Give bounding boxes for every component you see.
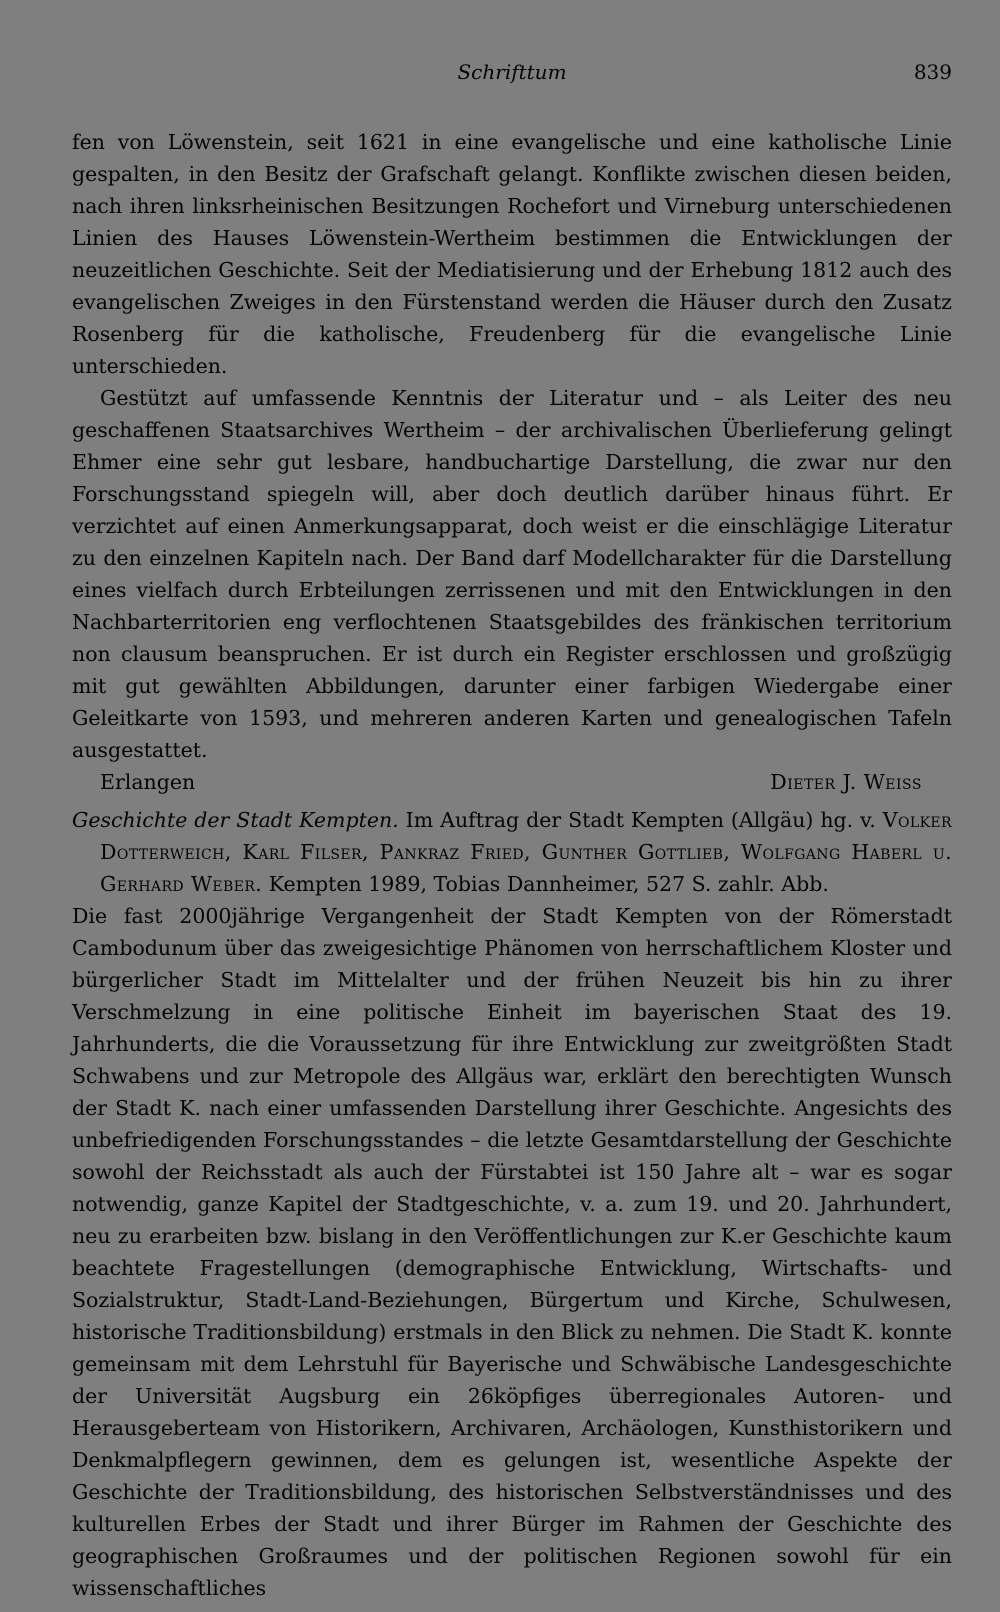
review-signature	[72, 766, 952, 798]
review-paragraph: Die fast 2000jährige Vergangenheit der Stadt Kempten von der Römerstadt Cambodunum über das zweigesichtige Phänomen von herrschaftlichem Kloster und bürgerlicher Stadt im Mittelalter und der frühen Neuzeit bis hin zu ihrer Verschmelzung in eine politische Einheit im bayerischen Staat des 19. Jahrhunderts, die die Voraussetzung für ihre Entwicklung zur zweitgrößten Stadt Schwabens und zur Metropole des Allgäus war, erklärt den berechtigten Wunsch der Stadt K. nach einer umfassenden Darstellung ihrer Geschichte. Angesichts des unbefriedigenden Forschungsstandes – die letzte Gesamtdarstellung der Geschichte sowohl der Reichsstadt als auch der Fürstabtei ist 150 Jahre alt – war es sogar notwendig, ganze Kapitel der Stadtgeschichte, v. a. zum 19. und 20. Jahrhundert, neu zu erarbeiten bzw. bislang in den Veröffentlichungen zur K.er Geschichte kaum beachtete Fragestellungen (demographische Entwicklung, Wirtschafts- und Sozialstruktur, Stadt-Land-Beziehungen, Bürgertum und Kirche, Schulwesen, historische Traditionsbildung) erstmals in den Blick zu nehmen. Die Stadt K. konnte gemeinsam mit dem Lehrstuhl für Bayerische und Schwäbische Landesgeschichte der Universität Augsburg ein 26köpfiges überregionales Autoren- und Herausgeberteam von Historikern, Archivaren, Archäologen, Kunsthistorikern und Denkmalpflegern gewinnen, dem es gelungen ist, wesentliche Aspekte der Geschichte der Traditionsbildung, des historischen Selbstverständnisses und des kulturellen Erbes der Stadt und ihrer Bürger im Rahmen der Geschichte des geographischen Großraumes und der politischen Regionen sowohl für ein wissenschaftliches	[72, 904, 952, 1600]
page-header	[72, 58, 952, 88]
review-continuation	[72, 126, 952, 798]
book-citation	[72, 804, 952, 900]
reviewer-name: Dieter J. Weiss	[770, 770, 922, 794]
book-title: Geschichte der Stadt Kempten.	[72, 808, 399, 832]
review-kempten	[72, 804, 952, 1604]
editor-names: Volker Dotterweich, Karl Filser, Pankraz Fried, Gunther Gottlieb, Wolfgang Haberl u. Gerhard Weber.	[100, 808, 952, 896]
citation-text: Im Auftrag der Stadt Kempten (Allgäu) hg. v.	[398, 808, 883, 832]
citation-publication: Kempten 1989, Tobias Dannheimer, 527 S. zahlr. Abb.	[262, 872, 829, 896]
running-title: Schrifttum	[457, 60, 567, 84]
reviewer-place: Erlangen	[100, 770, 196, 794]
review-paragraph: fen von Löwenstein, seit 1621 in eine evangelische und eine katholische Linie gespalten, in den Besitz der Grafschaft gelangt. Konflikte zwischen diesen beiden, nach ihren linksrheinischen Besitzungen Rochefort und Virneburg unterschiedenen Linien des Hauses Löwenstein-Wertheim bestimmen die Entwicklungen der neuzeitlichen Geschichte. Seit der Mediatisierung und der Erhebung 1812 auch des evangelischen Zweiges in den Fürstenstand werden die Häuser durch den Zusatz Rosenberg für die katholische, Freudenberg für die evangelische Linie unterschieden.	[72, 130, 952, 378]
review-paragraph: Gestützt auf umfassende Kenntnis der Literatur und – als Leiter des neu geschaffenen Staatsarchives Wertheim – der archivalischen Überlieferung gelingt Ehmer eine sehr gut lesbare, handbuchartige Darstellung, die zwar nur den Forschungsstand spiegeln will, aber doch deutlich darüber hinaus führt. Er verzichtet auf einen Anmerkungsapparat, doch weist er die einschlägige Literatur zu den einzelnen Kapiteln nach. Der Band darf Modellcharakter für die Darstellung eines vielfach durch Erbteilungen zerrissenen und mit den Entwicklungen in den Nachbarterritorien eng verflochtenen Staatsgebildes des fränkischen territorium non clausum beanspruchen. Er ist durch ein Register erschlossen und großzügig mit gut gewählten Abbildungen, darunter einer farbigen Wiedergabe einer Geleitkarte von 1593, und mehreren anderen Karten und genealogischen Tafeln ausgestattet.	[72, 386, 952, 762]
page-number: 839	[913, 60, 952, 84]
